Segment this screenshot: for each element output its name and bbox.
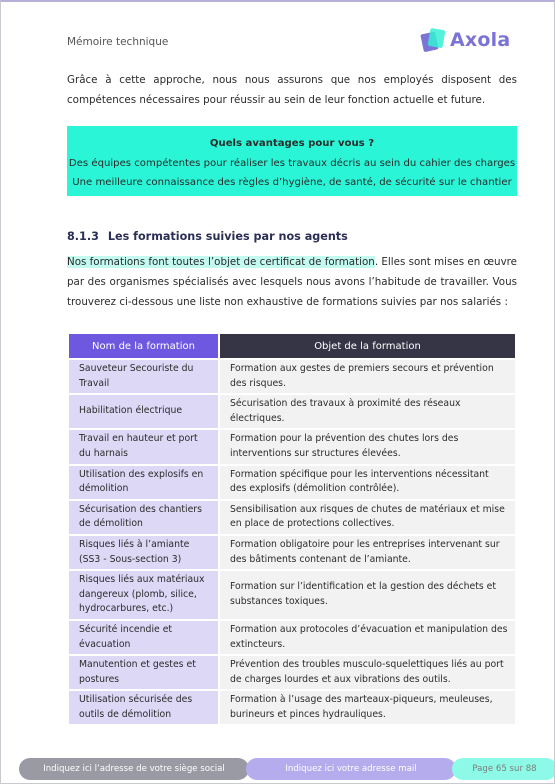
formation-name: Utilisation des explosifs en démolition: [69, 466, 218, 499]
formations-table: [67, 332, 517, 726]
column-header-object: Objet de la formation: [220, 334, 515, 358]
company-logo: [420, 24, 520, 56]
table-row: [69, 621, 515, 654]
table-row: [69, 656, 515, 689]
formations-paragraph: [67, 252, 517, 312]
formation-object: Formation aux gestes de premiers secours et prévention des risques.: [220, 360, 515, 393]
callout-line: Une meilleure connaissance des règles d’hygiène, de santé, de sécurité sur le chantier: [72, 177, 512, 188]
table-row: [69, 466, 515, 499]
table-row: [69, 691, 515, 724]
footer-page-number: Page 65 sur 88: [452, 758, 555, 780]
formation-name: Sauveteur Secouriste du Travail: [69, 360, 218, 393]
table-row: [69, 536, 515, 569]
formation-object: Prévention des troubles musculo-squelettiques liés au port de charges lourdes et aux vibrations des outils.: [220, 656, 515, 689]
highlighted-text: Nos formations font toutes l’objet de certificat de formation: [67, 256, 375, 268]
formation-name: Travail en hauteur et port du harnais: [69, 430, 218, 463]
table-row: [69, 430, 515, 463]
formation-object: Formation aux protocoles d’évacuation et manipulation des extincteurs.: [220, 621, 515, 654]
callout-line: Des équipes compétentes pour réaliser les travaux décris au sein du cahier des charges: [68, 157, 516, 169]
formation-object: Formation à l’usage des marteaux-piqueurs, meuleuses, burineurs et pinces hydrauliques.: [220, 691, 515, 724]
formation-object: Formation sur l’identification et la gestion des déchets et substances toxiques.: [220, 571, 515, 619]
table-row: [69, 360, 515, 393]
section-heading: [67, 230, 348, 243]
logo-icon: [420, 26, 448, 54]
table-row: [69, 395, 515, 428]
section-number: 8.1.3: [67, 230, 99, 243]
intro-paragraph: Grâce à cette approche, nous nous assurons que nos employés disposent des compétences nécessaires pour réussir au sein de leur fonction actuelle et future.: [67, 74, 517, 106]
column-header-name: Nom de la formation: [69, 334, 218, 358]
formation-name: Manutention et gestes et postures: [69, 656, 218, 689]
formation-name: Habilitation électrique: [69, 395, 218, 428]
paragraph-text: . Elles sont mises en œuvre par des organismes spécialisés avec lesquels nous avons l’habitude de travailler. Vous trouverez ci-dessous une liste non exhaustive de formations suivies par nos salariés :: [67, 256, 518, 308]
formation-object: Sécurisation des travaux à proximité des réseaux électriques.: [220, 395, 515, 428]
formation-object: Formation obligatoire pour les entreprises intervenant sur des bâtiments contenant de l’amiante.: [220, 536, 515, 569]
table-row: [69, 571, 515, 619]
formation-object: Sensibilisation aux risques de chutes de matériaux et mise en place de protections collectives.: [220, 501, 515, 534]
table-header-row: [69, 334, 515, 358]
formation-object: Formation spécifique pour les interventions nécessitant des explosifs (démolition contrôlée).: [220, 466, 515, 499]
footer-email: Indiquez ici votre adresse mail: [246, 758, 456, 780]
header-title: Mémoire technique: [67, 36, 169, 48]
formation-name: Risques liés à l’amiante (SS3 - Sous-section 3): [69, 536, 218, 569]
logo-text: Axola: [450, 29, 511, 51]
formation-name: Utilisation sécurisée des outils de démolition: [69, 691, 218, 724]
table-row: [69, 501, 515, 534]
formation-object: Formation pour la prévention des chutes lors des interventions sur structures élevées.: [220, 430, 515, 463]
formation-name: Sécurité incendie et évacuation: [69, 621, 218, 654]
footer-address: Indiquez ici l’adresse de votre siège social: [19, 758, 249, 780]
formation-name: Risques liés aux matériaux dangereux (plomb, silice, hydrocarbures, etc.): [69, 571, 218, 619]
formation-name: Sécurisation des chantiers de démolition: [69, 501, 218, 534]
callout-title: Quels avantages pour vous ?: [209, 138, 375, 149]
benefits-callout: [67, 126, 517, 196]
section-title: Les formations suivies par nos agents: [107, 230, 348, 243]
